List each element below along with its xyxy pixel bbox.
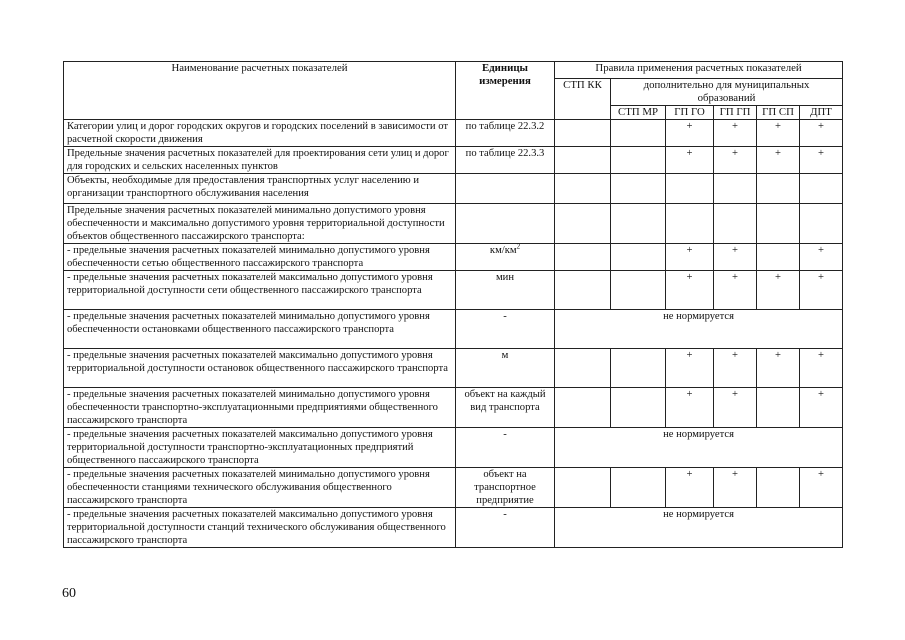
applicability-mark: + — [800, 468, 843, 508]
indicator-name: Категории улиц и дорог городских округов и городских поселений в зависимости от расчетной скорости движения — [64, 120, 456, 147]
unit-cell — [456, 120, 555, 147]
applicability-mark: + — [666, 388, 714, 428]
applicability-mark: + — [800, 244, 843, 271]
unit-text: км/км — [489, 245, 517, 256]
unit-cell — [456, 271, 555, 310]
applicability-mark — [714, 174, 757, 204]
applicability-mark: + — [800, 120, 843, 147]
applicability-mark — [555, 147, 611, 174]
unit-cell — [456, 204, 555, 244]
table-row — [64, 508, 843, 548]
unit-cell — [456, 244, 555, 271]
applicability-mark — [611, 174, 666, 204]
applicability-mark: + — [666, 468, 714, 508]
indicator-name: - предельные значения расчетных показателей минимально допустимого уровня обеспеченности станциями технического обслуживания общественного пассажирского транспорта — [64, 468, 456, 508]
applicability-mark — [555, 388, 611, 428]
header-name: Наименование расчетных показателей — [64, 62, 456, 120]
applicability-mark: + — [666, 271, 714, 310]
unit-text: объект на каждый вид транспорта — [464, 389, 546, 413]
applicability-mark — [611, 120, 666, 147]
unit-cell — [456, 428, 555, 468]
unit-superscript: 2 — [516, 242, 521, 251]
applicability-mark — [757, 388, 800, 428]
applicability-mark: + — [800, 147, 843, 174]
applicability-mark — [555, 120, 611, 147]
header-sub-col: ГП СП — [757, 106, 800, 120]
header-sub-col: СТП МР — [611, 106, 666, 120]
unit-text: - — [503, 429, 507, 440]
applicability-mark: + — [800, 349, 843, 388]
indicator-name: Предельные значения расчетных показателей минимально допустимого уровня обеспеченности и максимально допустимого уровня территориальной доступности объектов общественного пассажирского транспорта: — [64, 204, 456, 244]
indicator-name: Объекты, необходимые для предоставления транспортных услуг населению и организации транспортного обслуживания населения — [64, 174, 456, 204]
indicator-name: - предельные значения расчетных показателей максимально допустимого уровня территориальной доступности транспортно-эксплуатационных предприятий общественного пассажирского транспорта — [64, 428, 456, 468]
applicability-mark: + — [714, 120, 757, 147]
applicability-mark: + — [714, 244, 757, 271]
applicability-mark — [757, 468, 800, 508]
unit-text: - — [503, 509, 507, 520]
header-municipal-group: дополнительно для муниципальных образований — [611, 79, 843, 106]
applicability-mark — [555, 244, 611, 271]
applicability-mark — [757, 174, 800, 204]
applicability-mark: + — [714, 468, 757, 508]
unit-text: по таблице 22.3.2 — [465, 121, 545, 132]
table-row — [64, 174, 843, 204]
not-regulated-cell: не нормируется — [555, 428, 843, 468]
unit-cell — [456, 349, 555, 388]
applicability-mark — [611, 271, 666, 310]
applicability-mark — [666, 174, 714, 204]
applicability-mark: + — [757, 349, 800, 388]
applicability-mark — [555, 349, 611, 388]
not-regulated-cell: не нормируется — [555, 508, 843, 548]
header-sub-col: ГП ГО — [666, 106, 714, 120]
unit-cell — [456, 508, 555, 548]
table-row — [64, 271, 843, 310]
indicator-name: - предельные значения расчетных показателей минимально допустимого уровня обеспеченности остановками общественного пассажирского транспорта — [64, 310, 456, 349]
applicability-mark — [611, 244, 666, 271]
applicability-mark: + — [757, 120, 800, 147]
indicator-name: - предельные значения расчетных показателей минимально допустимого уровня обеспеченности транспортно-эксплуатационными предприятиями общественного пассажирского транспорта — [64, 388, 456, 428]
not-regulated-cell: не нормируется — [555, 310, 843, 349]
applicability-mark — [555, 468, 611, 508]
applicability-mark — [714, 204, 757, 244]
indicators-table — [63, 61, 843, 548]
unit-text: мин — [495, 272, 515, 283]
applicability-mark — [666, 204, 714, 244]
applicability-mark — [611, 147, 666, 174]
unit-cell — [456, 468, 555, 508]
applicability-mark: + — [757, 147, 800, 174]
unit-cell — [456, 147, 555, 174]
table-row — [64, 310, 843, 349]
table-row — [64, 244, 843, 271]
page-number: 60 — [62, 586, 76, 601]
applicability-mark: + — [800, 388, 843, 428]
applicability-mark — [800, 174, 843, 204]
header-rules-group: Правила применения расчетных показателей — [555, 62, 843, 79]
header-stp-kk: СТП КК — [555, 79, 611, 120]
applicability-mark — [800, 204, 843, 244]
applicability-mark — [555, 174, 611, 204]
applicability-mark — [611, 388, 666, 428]
table-row — [64, 428, 843, 468]
applicability-mark: + — [666, 147, 714, 174]
indicator-name: - предельные значения расчетных показателей минимально допустимого уровня обеспеченности сетью общественного пассажирского транспорта — [64, 244, 456, 271]
applicability-mark — [757, 204, 800, 244]
unit-text: м — [501, 350, 509, 361]
header-unit: Единицы измерения — [456, 62, 555, 120]
unit-cell — [456, 174, 555, 204]
table-row — [64, 388, 843, 428]
header-sub-col: ДПТ — [800, 106, 843, 120]
applicability-mark — [757, 244, 800, 271]
indicator-name: - предельные значения расчетных показателей максимально допустимого уровня территориальной доступности станций технического обслуживания общественного пассажирского транспорта — [64, 508, 456, 548]
table-row — [64, 147, 843, 174]
indicator-name: - предельные значения расчетных показателей максимально допустимого уровня территориальной доступности остановок общественного пассажирского транспорта — [64, 349, 456, 388]
unit-text: по таблице 22.3.3 — [465, 148, 545, 159]
applicability-mark — [555, 271, 611, 310]
applicability-mark: + — [666, 120, 714, 147]
table-row — [64, 204, 843, 244]
applicability-mark: + — [800, 271, 843, 310]
table-row — [64, 120, 843, 147]
header-sub-col: ГП ГП — [714, 106, 757, 120]
applicability-mark: + — [714, 271, 757, 310]
applicability-mark — [611, 468, 666, 508]
applicability-mark: + — [714, 349, 757, 388]
applicability-mark: + — [666, 349, 714, 388]
indicator-name: - предельные значения расчетных показателей максимально допустимого уровня территориальной доступности сети общественного пассажирского транспорта — [64, 271, 456, 310]
applicability-mark: + — [757, 271, 800, 310]
table-row — [64, 349, 843, 388]
table-row — [64, 468, 843, 508]
unit-cell — [456, 310, 555, 349]
unit-text: - — [503, 311, 507, 322]
applicability-mark — [611, 204, 666, 244]
unit-cell — [456, 388, 555, 428]
applicability-mark — [555, 204, 611, 244]
applicability-mark — [611, 349, 666, 388]
applicability-mark: + — [666, 244, 714, 271]
indicator-name: Предельные значения расчетных показателей для проектирования сети улиц и дорог для городских и сельских населенных пунктов — [64, 147, 456, 174]
unit-text: объект на транспортное предприятие — [474, 469, 536, 506]
applicability-mark: + — [714, 147, 757, 174]
applicability-mark: + — [714, 388, 757, 428]
